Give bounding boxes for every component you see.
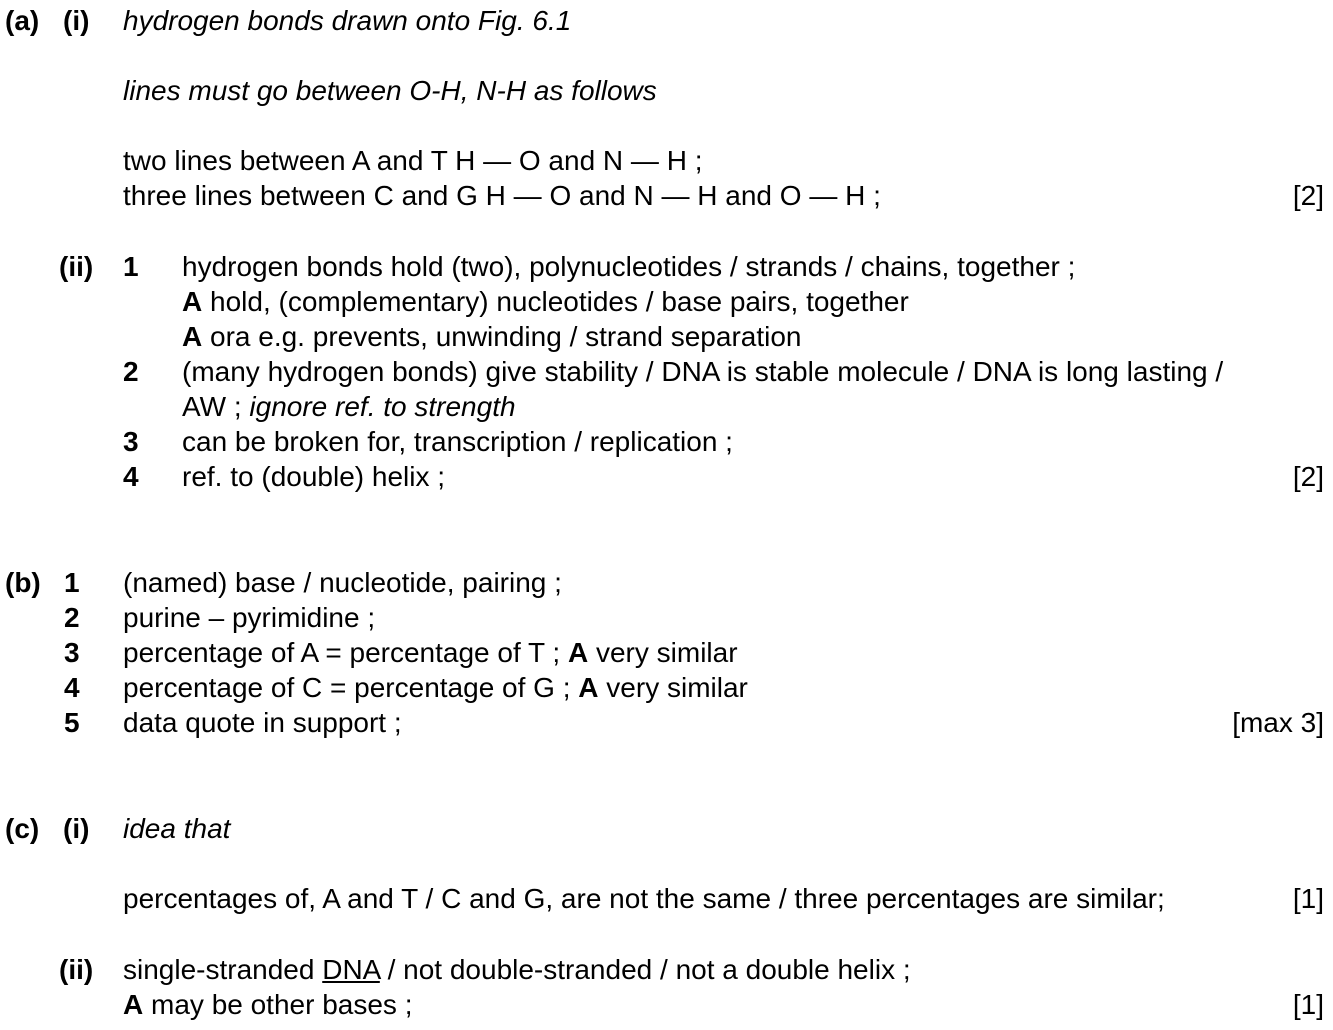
aw-text: AW ; (182, 391, 250, 422)
accept-marker: A (578, 672, 599, 703)
part-c-ii-label: (ii) (59, 954, 94, 985)
part-a-ii-item-1-num: 1 (123, 251, 139, 282)
part-b-marks: [max 3] (1232, 707, 1324, 738)
part-b-item-4-text (123, 674, 748, 702)
part-b-item-2-num: 2 (64, 602, 80, 633)
part-a-i-label: (i) (63, 5, 90, 36)
text-post: / not double-stranded / not a double helix ; (379, 954, 911, 985)
accept-marker: A (123, 989, 144, 1020)
part-c-i-label: (i) (63, 813, 90, 844)
part-a-ii-item-1-alt1 (182, 288, 909, 316)
part-a-ii-item-3-text: can be broken for, transcription / replication ; (182, 426, 733, 457)
item-tail: very similar (598, 672, 748, 703)
part-a-ii-item-1-text: hydrogen bonds hold (two), polynucleotides / strands / chains, together ; (182, 251, 1076, 282)
part-b-item-1-text: (named) base / nucleotide, pairing ; (123, 567, 562, 598)
item-text: percentage of C = percentage of G ; (123, 672, 579, 703)
part-a-i-line1: two lines between A and T H — O and N — H ; (123, 145, 703, 176)
accept-marker: A (182, 286, 203, 317)
part-a-ii-item-1-alt2 (182, 323, 802, 351)
accept-text: may be other bases ; (143, 989, 413, 1020)
part-a-label: (a) (5, 5, 40, 36)
accept-marker: A (567, 637, 589, 668)
part-b-item-5-num: 5 (64, 707, 80, 738)
accept-text: hold, (complementary) nucleotides / base pairs, together (202, 286, 909, 317)
item-tail: very similar (588, 637, 738, 668)
part-c-ii-alt (123, 991, 413, 1019)
part-a-ii-item-4-text: ref. to (double) helix ; (182, 461, 446, 492)
accept-text: ora e.g. prevents, unwinding / strand separation (202, 321, 802, 352)
text-pre: single-stranded (123, 954, 323, 985)
part-a-ii-item-3-num: 3 (123, 426, 139, 457)
ignore-note: ignore ref. to strength (249, 391, 516, 422)
part-a-i-line2: three lines between C and G H — O and N — H and O — H ; (123, 180, 881, 211)
part-b-item-3-text (123, 639, 738, 667)
part-b-item-5-text: data quote in support ; (123, 707, 402, 738)
underlined-dna: DNA (322, 954, 380, 985)
part-c-ii-text (123, 956, 911, 984)
part-a-ii-label: (ii) (59, 251, 94, 282)
part-c-i-text: percentages of, A and T / C and G, are not the same / three percentages are similar; (123, 883, 1165, 914)
part-c-ii-marks: [1] (1292, 989, 1324, 1020)
part-a-ii-item-2-text2 (182, 393, 516, 421)
part-a-ii-item-4-num: 4 (123, 461, 139, 492)
item-text: percentage of A = percentage of T ; (123, 637, 568, 668)
accept-marker: A (182, 321, 203, 352)
part-a-i-note: lines must go between O-H, N-H as follows (123, 75, 657, 106)
part-a-ii-item-2-num: 2 (123, 356, 139, 387)
part-a-ii-marks: [2] (1292, 461, 1324, 492)
part-c-i-marks: [1] (1292, 883, 1324, 914)
part-b-label: (b) (5, 567, 41, 598)
part-c-i-heading: idea that (123, 813, 231, 844)
part-b-item-2-text: purine – pyrimidine ; (123, 602, 376, 633)
part-c-label: (c) (5, 813, 40, 844)
part-a-ii-item-2-text: (many hydrogen bonds) give stability / DNA is stable molecule / DNA is long lasting / (182, 356, 1224, 387)
part-b-item-4-num: 4 (64, 672, 80, 703)
part-a-i-marks: [2] (1292, 180, 1324, 211)
part-b-item-1-num: 1 (64, 567, 80, 598)
part-b-item-3-num: 3 (64, 637, 80, 668)
part-a-i-heading: hydrogen bonds drawn onto Fig. 6.1 (123, 5, 572, 36)
